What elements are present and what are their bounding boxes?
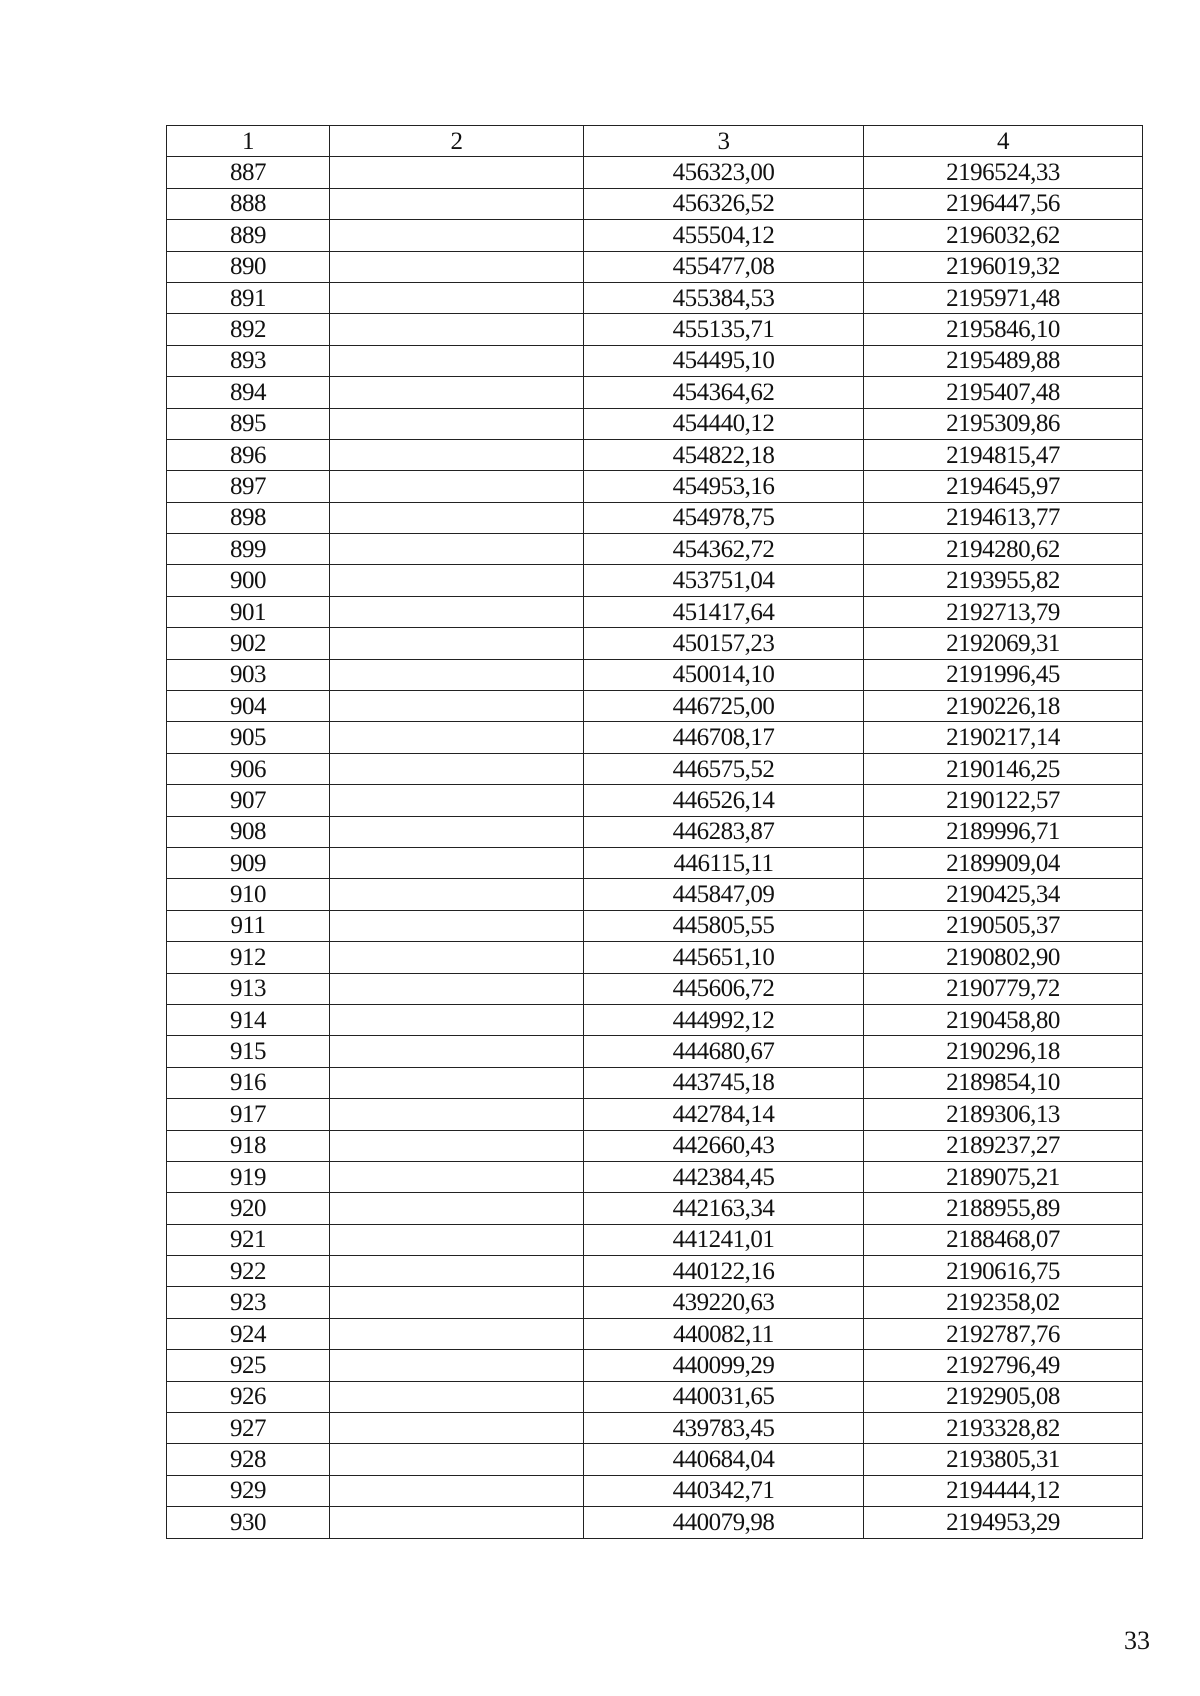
table-cell-col3: 455384,53 [584,282,864,313]
table-row [167,596,1143,627]
table-cell-col3: 442784,14 [584,1099,864,1130]
table-cell-col1: 914 [167,1004,330,1035]
table-cell-col2 [330,691,584,722]
table-cell-col4: 2196524,33 [864,157,1143,188]
table-cell-col3: 455477,08 [584,251,864,282]
table-cell-col3: 454822,18 [584,439,864,470]
table-cell-col1: 895 [167,408,330,439]
table-cell-col1: 918 [167,1130,330,1161]
table-row [167,1067,1143,1098]
table-cell-col1: 911 [167,910,330,941]
table-cell-col2 [330,1004,584,1035]
table-cell-col4: 2190458,80 [864,1004,1143,1035]
table-cell-col4: 2190779,72 [864,973,1143,1004]
table-cell-col4: 2189075,21 [864,1161,1143,1192]
table-cell-col1: 908 [167,816,330,847]
table-cell-col1: 907 [167,785,330,816]
table-row [167,691,1143,722]
table-cell-col2 [330,1067,584,1098]
table-row [167,879,1143,910]
table-cell-col1: 896 [167,439,330,470]
table-cell-col1: 894 [167,377,330,408]
table-cell-col4: 2190505,37 [864,910,1143,941]
header-cell-col2: 2 [330,126,584,157]
table-cell-col4: 2190296,18 [864,1036,1143,1067]
table-cell-col4: 2195846,10 [864,314,1143,345]
header-cell-col3: 3 [584,126,864,157]
table-cell-col1: 893 [167,345,330,376]
table-row [167,220,1143,251]
table-row [167,502,1143,533]
table-row [167,1287,1143,1318]
table-cell-col2 [330,345,584,376]
table-cell-col3: 451417,64 [584,596,864,627]
table-row [167,1036,1143,1067]
table-cell-col4: 2194953,29 [864,1507,1143,1538]
table-row [167,251,1143,282]
table-cell-col4: 2194645,97 [864,471,1143,502]
table-cell-col1: 890 [167,251,330,282]
table-cell-col4: 2194815,47 [864,439,1143,470]
table-cell-col3: 454362,72 [584,534,864,565]
table-cell-col3: 440342,71 [584,1475,864,1506]
table-cell-col1: 921 [167,1224,330,1255]
table-cell-col1: 892 [167,314,330,345]
table-cell-col3: 454953,16 [584,471,864,502]
table-row [167,1381,1143,1412]
table-cell-col3: 446708,17 [584,722,864,753]
table-cell-col2 [330,377,584,408]
table-cell-col3: 455504,12 [584,220,864,251]
table-body [167,157,1143,1538]
table-cell-col4: 2188955,89 [864,1193,1143,1224]
table-row [167,1224,1143,1255]
table-cell-col4: 2195309,86 [864,408,1143,439]
table-cell-col4: 2190802,90 [864,942,1143,973]
table-cell-col4: 2189854,10 [864,1067,1143,1098]
table-cell-col2 [330,942,584,973]
table-row [167,847,1143,878]
table-cell-col1: 926 [167,1381,330,1412]
table-cell-col1: 889 [167,220,330,251]
table-cell-col2 [330,722,584,753]
table-row [167,1507,1143,1538]
table-cell-col2 [330,408,584,439]
table-cell-col3: 440099,29 [584,1350,864,1381]
table-cell-col1: 917 [167,1099,330,1130]
table-row [167,314,1143,345]
table-cell-col2 [330,1381,584,1412]
table-row [167,753,1143,784]
table-cell-col1: 887 [167,157,330,188]
table-cell-col3: 450157,23 [584,628,864,659]
table-cell-col2 [330,1318,584,1349]
table-cell-col4: 2190217,14 [864,722,1143,753]
table-cell-col4: 2195971,48 [864,282,1143,313]
table-cell-col3: 456326,52 [584,188,864,219]
table-cell-col3: 446575,52 [584,753,864,784]
table-cell-col1: 927 [167,1413,330,1444]
table-cell-col4: 2190616,75 [864,1256,1143,1287]
table-cell-col2 [330,596,584,627]
table-cell-col2 [330,847,584,878]
table-cell-col4: 2195407,48 [864,377,1143,408]
table-cell-col1: 906 [167,753,330,784]
header-cell-col1: 1 [167,126,330,157]
table-cell-col2 [330,753,584,784]
table-cell-col2 [330,1507,584,1538]
table-cell-col3: 440122,16 [584,1256,864,1287]
table-cell-col3: 440082,11 [584,1318,864,1349]
table-cell-col3: 446725,00 [584,691,864,722]
table-cell-col4: 2194444,12 [864,1475,1143,1506]
table-cell-col3: 450014,10 [584,659,864,690]
page-number: 33 [1124,1626,1150,1655]
table-cell-col1: 930 [167,1507,330,1538]
table-cell-col3: 445651,10 [584,942,864,973]
table-row [167,628,1143,659]
table-cell-col1: 897 [167,471,330,502]
table-row [167,188,1143,219]
table-cell-col3: 441241,01 [584,1224,864,1255]
table-row [167,1444,1143,1475]
table-header [167,126,1143,157]
table-row [167,534,1143,565]
table-row [167,345,1143,376]
header-cell-col4: 4 [864,126,1143,157]
table-cell-col2 [330,282,584,313]
table-cell-col2 [330,628,584,659]
table-cell-col3: 439220,63 [584,1287,864,1318]
table-row [167,1256,1143,1287]
table-cell-col4: 2194613,77 [864,502,1143,533]
table-cell-col3: 454364,62 [584,377,864,408]
table-cell-col4: 2191996,45 [864,659,1143,690]
table-row [167,1130,1143,1161]
table-cell-col2 [330,1224,584,1255]
table-cell-col1: 901 [167,596,330,627]
table-cell-col4: 2189306,13 [864,1099,1143,1130]
table-cell-col2 [330,1350,584,1381]
table-cell-col2 [330,1256,584,1287]
table-cell-col2 [330,314,584,345]
table-cell-col4: 2192905,08 [864,1381,1143,1412]
header-row [167,126,1143,157]
table-cell-col3: 440684,04 [584,1444,864,1475]
table-cell-col3: 456323,00 [584,157,864,188]
table-cell-col1: 903 [167,659,330,690]
table-cell-col2 [330,1161,584,1192]
table-row [167,1004,1143,1035]
table-cell-col4: 2190226,18 [864,691,1143,722]
table-cell-col1: 909 [167,847,330,878]
table-cell-col4: 2195489,88 [864,345,1143,376]
table-cell-col2 [330,251,584,282]
table-row [167,377,1143,408]
table-cell-col4: 2189909,04 [864,847,1143,878]
table-cell-col2 [330,785,584,816]
table-cell-col3: 455135,71 [584,314,864,345]
table-cell-col4: 2189996,71 [864,816,1143,847]
table-cell-col2 [330,879,584,910]
coordinates-table [166,125,1143,1539]
table-cell-col1: 929 [167,1475,330,1506]
table-cell-col2 [330,1099,584,1130]
table-cell-col4: 2192787,76 [864,1318,1143,1349]
table-cell-col2 [330,1475,584,1506]
table-row [167,282,1143,313]
table-cell-col1: 915 [167,1036,330,1067]
table-cell-col3: 440079,98 [584,1507,864,1538]
table-row [167,408,1143,439]
table-cell-col4: 2196032,62 [864,220,1143,251]
table-cell-col4: 2193805,31 [864,1444,1143,1475]
table-cell-col2 [330,910,584,941]
table-cell-col1: 905 [167,722,330,753]
table-cell-col3: 454978,75 [584,502,864,533]
table-row [167,910,1143,941]
table-cell-col3: 439783,45 [584,1413,864,1444]
table-cell-col2 [330,816,584,847]
table-cell-col2 [330,1287,584,1318]
table-row [167,439,1143,470]
table-row [167,565,1143,596]
table-cell-col4: 2192069,31 [864,628,1143,659]
table-row [167,816,1143,847]
table-cell-col1: 919 [167,1161,330,1192]
table-cell-col1: 888 [167,188,330,219]
table-row [167,1193,1143,1224]
table-cell-col2 [330,1130,584,1161]
table-cell-col3: 446526,14 [584,785,864,816]
table-cell-col3: 444992,12 [584,1004,864,1035]
table-cell-col3: 454440,12 [584,408,864,439]
table-cell-col1: 910 [167,879,330,910]
table-cell-col3: 445847,09 [584,879,864,910]
table-cell-col4: 2192358,02 [864,1287,1143,1318]
table-cell-col4: 2193328,82 [864,1413,1143,1444]
table-cell-col4: 2188468,07 [864,1224,1143,1255]
table-cell-col1: 900 [167,565,330,596]
table-cell-col1: 925 [167,1350,330,1381]
table-row [167,1413,1143,1444]
table-cell-col2 [330,973,584,1004]
table-cell-col2 [330,439,584,470]
table-cell-col1: 898 [167,502,330,533]
table-cell-col1: 912 [167,942,330,973]
table-cell-col1: 920 [167,1193,330,1224]
table-cell-col1: 899 [167,534,330,565]
table-row [167,659,1143,690]
table-cell-col1: 891 [167,282,330,313]
table-cell-col2 [330,565,584,596]
table-cell-col3: 446115,11 [584,847,864,878]
table-cell-col1: 916 [167,1067,330,1098]
table-cell-col3: 442163,34 [584,1193,864,1224]
table-cell-col2 [330,502,584,533]
table-cell-col2 [330,220,584,251]
table-cell-col1: 904 [167,691,330,722]
table-cell-col3: 453751,04 [584,565,864,596]
table-cell-col4: 2190425,34 [864,879,1143,910]
table-cell-col4: 2192796,49 [864,1350,1143,1381]
table-row [167,157,1143,188]
table-cell-col2 [330,1413,584,1444]
table-cell-col4: 2189237,27 [864,1130,1143,1161]
table-cell-col1: 902 [167,628,330,659]
table-cell-col4: 2196019,32 [864,251,1143,282]
table-cell-col3: 440031,65 [584,1381,864,1412]
table-cell-col2 [330,534,584,565]
table-cell-col4: 2196447,56 [864,188,1143,219]
table-cell-col2 [330,1193,584,1224]
table-row [167,973,1143,1004]
table-cell-col1: 923 [167,1287,330,1318]
table-cell-col3: 445606,72 [584,973,864,1004]
table-cell-col3: 444680,67 [584,1036,864,1067]
table-cell-col2 [330,659,584,690]
table-cell-col2 [330,188,584,219]
table-cell-col3: 442384,45 [584,1161,864,1192]
table-cell-col1: 928 [167,1444,330,1475]
table-cell-col4: 2193955,82 [864,565,1143,596]
table-row [167,471,1143,502]
table-cell-col4: 2192713,79 [864,596,1143,627]
table-row [167,1475,1143,1506]
table-row [167,942,1143,973]
table-cell-col1: 922 [167,1256,330,1287]
table-cell-col3: 445805,55 [584,910,864,941]
table-row [167,1350,1143,1381]
table-cell-col3: 454495,10 [584,345,864,376]
table-row [167,1318,1143,1349]
table-row [167,1161,1143,1192]
table-row [167,785,1143,816]
table-cell-col2 [330,157,584,188]
table-cell-col3: 442660,43 [584,1130,864,1161]
table-cell-col4: 2190122,57 [864,785,1143,816]
table-row [167,1099,1143,1130]
table-cell-col2 [330,471,584,502]
table-cell-col1: 913 [167,973,330,1004]
table-cell-col4: 2194280,62 [864,534,1143,565]
table-cell-col3: 446283,87 [584,816,864,847]
table-row [167,722,1143,753]
table-cell-col1: 924 [167,1318,330,1349]
table-cell-col2 [330,1444,584,1475]
table-cell-col4: 2190146,25 [864,753,1143,784]
table-cell-col3: 443745,18 [584,1067,864,1098]
table-cell-col2 [330,1036,584,1067]
